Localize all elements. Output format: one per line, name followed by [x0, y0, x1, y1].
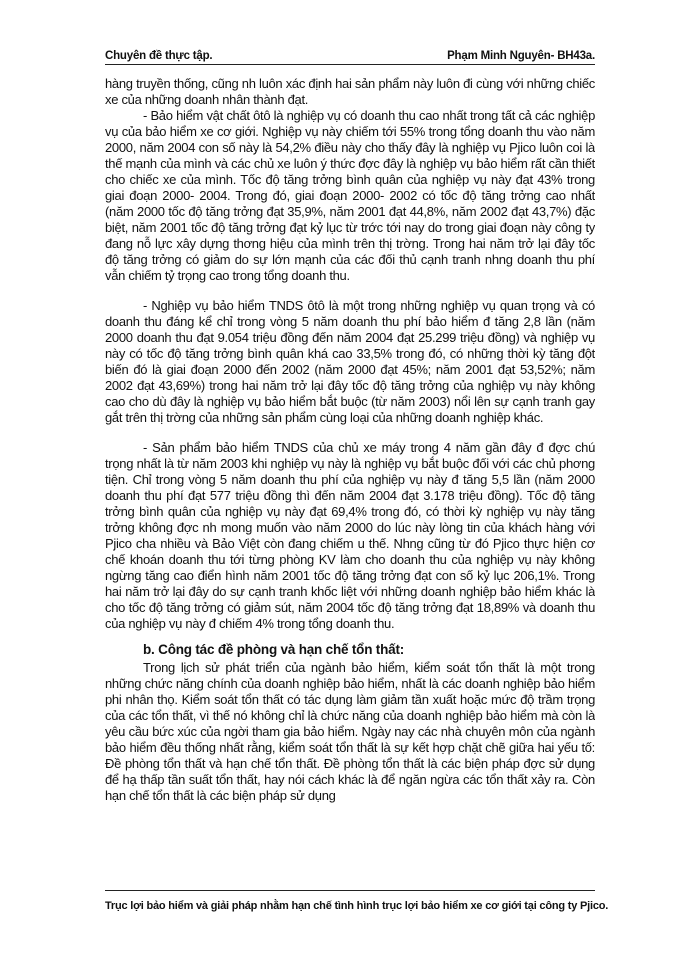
page-footer: Trục lợi bảo hiểm và giải pháp nhằm hạn chế tình hình trục lợi bảo hiểm xe cơ giới tại công ty Pjico.: [105, 900, 609, 912]
paragraph-vehicle-damage: - Bảo hiểm vật chất ôtô là nghiệp vụ có doanh thu cao nhất trong tất cả các nghiệp vụ của bảo hiểm xe cơ giới. Nghiệp vụ này chiếm tới 55% trong tổng doanh thu vào năm 2000, năm 2004 con số này là 54,2% điều này cho thấy đây là nghiệp vụ Pjico luôn coi là thế mạnh của mình và các chủ xe luôn ý thức đợc đây là nghiệp vụ bảo hiểm rất cần thiết cho chiếc xe của mình. Tốc độ tăng trởng bình quân của nghiệp vụ này đạt 43% trong giai đoạn 2000- 2004. Trong đó, giai đoạn 2000- 2002 có tốc độ tăng trởng cao nhất (năm 2000 tốc độ tăng trởng đạt 35,9%, năm 2001 đạt 44,8%, năm 2002 đạt 43,7%) đặc biệt, năm 2001 tốc độ tăng trởng đạt kỷ lục từ trớc tới nay do trong giai đoạn này công ty đang nỗ lực xây dựng thơng hiệu của mình trên thị trờng. Trong hai năm trở lại đây tốc độ tăng trởng có giảm do sự lớn mạnh của các đối thủ cạnh tranh nhng doanh thu phí vẫn chiếm tỷ trọng cao trong tổng doanh thu.: [105, 108, 595, 283]
paragraph-continuation: hàng truyền thống, cũng nh luôn xác định hai sản phẩm này luôn đi cùng với những chiếc xe của những doanh nhân thành đạt.: [105, 76, 595, 107]
paragraph-motorbike-liability: - Sản phẩm bảo hiểm TNDS của chủ xe máy trong 4 năm gần đây đ đợc chú trọng nhất là từ năm 2003 khi nghiệp vụ này là nghiệp vụ bắt buộc đối với các chủ phơng tiện. Chỉ trong vòng 5 năm doanh thu phí của nghiệp vụ này đ tăng 5,5 lần (năm 2000 doanh thu phí đạt 577 triệu đồng thì đến năm 2004 đạt 3.178 triệu đồng). Tốc độ tăng trởng bình quân của nghiệp vụ này đạt 69,4% trong đó, có thời kỳ nghiệp vụ này tăng trởng không đợc nh mong muốn vào năm 2000 do lúc này lòng tin của khách hàng với Pjico cha nhiều và Bảo Việt còn đang chiếm u thế. Nhng cũng từ đó Pjico thực hiện cơ chế khoán doanh thu tới từng phòng KV làm cho doanh thu của nghiệp vụ này không ngừng tăng cao điển hình năm 2001 tốc độ tăng trởng đạt con số kỷ lục 206,1%. Trong hai năm trở lại đây do sự cạnh tranh khốc liệt với những doanh nghiệp bảo hiểm khác là cho tốc độ tăng trởng có giảm sút, năm 2004 tốc độ tăng trởng đạt 18,89% và doanh thu của nghiệp vụ này đ chiếm 4% trong tổng doanh thu.: [105, 440, 595, 631]
paragraph-car-liability: - Nghiệp vụ bảo hiểm TNDS ôtô là một trong những nghiệp vụ quan trọng và có doanh thu đáng kể chỉ trong vòng 5 năm doanh thu phí bảo hiểm đ tăng 2,8 lần (năm 2000 doanh thu đạt 9.054 triệu đồng đến năm 2004 đạt 25.299 triệu đồng) và nghiệp vụ này có tốc độ tăng trởng bình quân khá cao 33,5% trong đó, có những thời kỳ tăng đột biến đó là giai đoạn 2000 đến 2002 (năm 2000 đạt 45%; năm 2001 đạt 53,52%; năm 2002 đạt 43,69%) trong hai năm trở lại đây tốc độ tăng trởng của nghiệp vụ này không cao cho dù đây là nghiệp vụ bảo hiểm bắt buộc (từ năm 2003) nổi lên sự cạnh tranh gay gắt trên thị trờng của những sản phẩm cùng loại của những doanh nghiệp khác.: [105, 298, 595, 425]
section-heading: b. Công tác đề phòng và hạn chế tổn thất:: [143, 642, 405, 657]
header-left-title: Chuyên đề thực tập.: [105, 50, 213, 62]
header-divider: [105, 64, 595, 65]
footer-divider: [105, 890, 595, 891]
header-right-author: Phạm Minh Nguyên- BH43a.: [447, 50, 595, 62]
paragraph-loss-control: Trong lịch sử phát triển của ngành bảo hiểm, kiểm soát tổn thất là một trong những chức năng chính của doanh nghiệp bảo hiểm, nhất là các doanh nghiệp bảo hiểm phi nhân thọ. Kiểm soát tổn thất có tác dụng làm giảm tần xuất hoặc mức độ trầm trọng của các tổn thất, vì thế nó không chỉ là chức năng của doanh nghiệp bảo hiểm mà còn là yêu cầu bức xúc của ngời tham gia bảo hiểm. Ngày nay các nhà chuyên môn của ngành bảo hiểm đều thống nhất rằng, kiểm soát tổn thất là sự kết hợp chặt chẽ giữa hai yếu tố: Đề phòng tổn thất và hạn chế tổn thất. Đề phòng tổn thất là các biện pháp đợc sử dụng để hạ thấp tần suất tổn thất, hay nói cách khác là để ngăn ngừa các tổn thất xảy ra. Còn hạn chế tổn thất là các biện pháp sử dụng: [105, 660, 595, 803]
document-body: [105, 76, 595, 860]
page-header: [105, 40, 595, 62]
